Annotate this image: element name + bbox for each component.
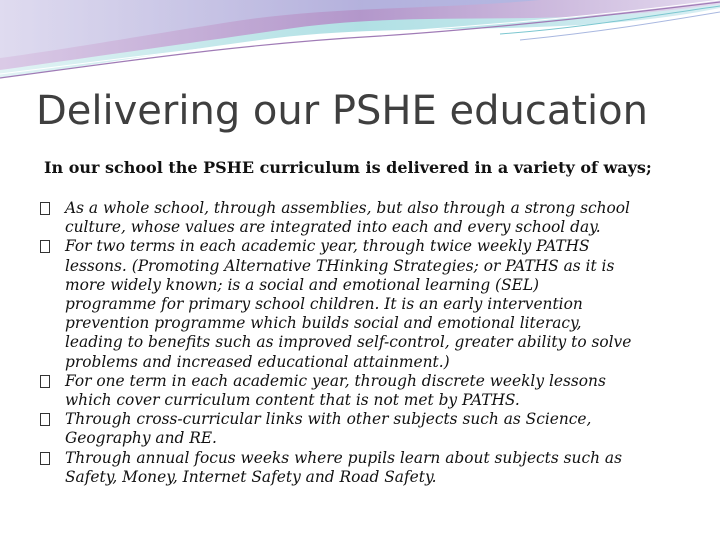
- bullet-line: As a whole school, through assemblies, but also through a strong school: [65, 199, 630, 217]
- square-bullet-icon: [40, 375, 50, 388]
- decorative-wave-banner: [0, 0, 720, 100]
- bullet-list: [40, 199, 690, 487]
- bullet-line: more widely known; is a social and emotional learning (SEL): [65, 275, 540, 294]
- square-bullet-icon: [40, 452, 50, 465]
- bullet-line: programme for primary school children. It is an early intervention: [65, 295, 583, 314]
- square-bullet-icon: [40, 240, 50, 253]
- list-item: [40, 449, 690, 487]
- bullet-line: For one term in each academic year, through discrete weekly lessons: [65, 371, 606, 390]
- bullet-line: Geography and RE.: [65, 429, 217, 448]
- bullet-line: For two terms in each academic year, through twice weekly PATHS: [65, 237, 590, 256]
- list-item: [40, 410, 690, 448]
- list-item: [40, 372, 690, 410]
- bullet-line: leading to benefits such as improved self-control, greater ability to solve: [65, 333, 632, 352]
- bullet-line: which cover curriculum content that is not met by PATHS.: [65, 391, 520, 410]
- square-bullet-icon: [40, 413, 50, 426]
- bullet-line: culture, whose values are integrated into each and every school day.: [65, 218, 601, 237]
- intro-text: In our school the PSHE curriculum is delivered in a variety of ways;: [44, 158, 652, 177]
- list-item: [40, 237, 690, 371]
- bullet-line: problems and increased educational attainment.): [65, 352, 450, 371]
- bullet-line: Through cross-curricular links with other subjects such as Science,: [65, 410, 592, 429]
- slide-title: Delivering our PSHE education: [36, 88, 648, 134]
- bullet-line: lessons. (Promoting Alternative THinking Strategies; or PATHS as it is: [65, 256, 615, 275]
- bullet-line: prevention programme which builds social and emotional literacy,: [65, 314, 582, 333]
- square-bullet-icon: [40, 202, 50, 215]
- list-item: [40, 199, 690, 237]
- bullet-line: Safety, Money, Internet Safety and Road Safety.: [65, 467, 437, 486]
- bullet-line: Through annual focus weeks where pupils learn about subjects such as: [65, 448, 622, 467]
